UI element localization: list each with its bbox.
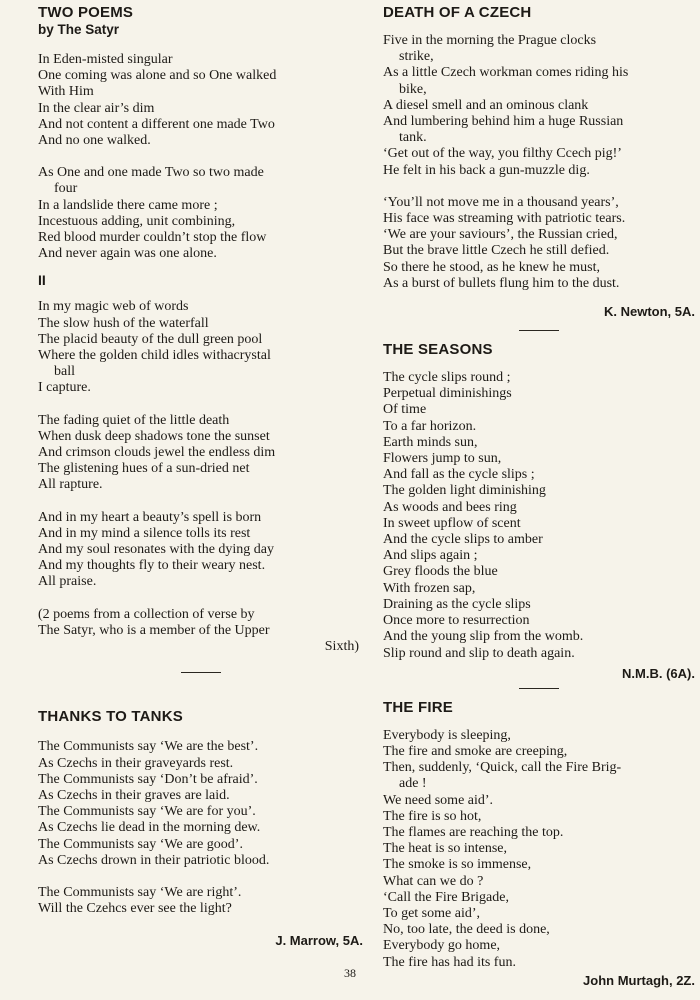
poem-line: As woods and bees ring: [383, 499, 517, 515]
poem-line: The Communists say ‘We are the best’.: [38, 739, 259, 755]
poem-the-seasons: [383, 341, 695, 682]
poem-two-poems: [38, 4, 363, 655]
poem-line: In Eden-misted singular: [38, 52, 173, 67]
poem-line: And the cycle slips to amber: [383, 532, 543, 548]
poem-line: What can we do ?: [383, 873, 484, 889]
poem-line: And never again was one alone.: [38, 246, 217, 262]
poem-line: The flames are reaching the top.: [383, 824, 564, 840]
poem-line: I capture.: [38, 380, 91, 396]
poem-title: THE FIRE: [383, 698, 453, 716]
poem-line: When dusk deep shadows tone the sunset: [38, 428, 270, 444]
poem-line: The fire is so hot,: [383, 808, 482, 824]
poem-line: As One and one made Two so two made: [38, 165, 264, 181]
poem-line: And crimson clouds jewel the endless dim: [38, 445, 276, 461]
poem-line: The cycle slips round ;: [383, 370, 511, 386]
poem-line: And the young slip from the womb.: [383, 629, 584, 645]
editor-note: [38, 607, 363, 656]
poem-line: And fall as the cycle slips ;: [383, 467, 535, 483]
poem-line: Incestuous adding, unit combining,: [38, 213, 236, 229]
poem-line: The heat is so intense,: [383, 841, 508, 857]
poem-line: His face was streaming with patriotic tears.: [383, 211, 626, 227]
poem-line: Draining as the cycle slips: [383, 596, 531, 612]
poem-author: John Murtagh, 2Z.: [583, 972, 695, 988]
poem-line: ade !: [399, 776, 427, 792]
note-line: The Satyr, who is a member of the Upper: [38, 622, 270, 638]
poem-line: And my thoughts fly to their weary nest.: [38, 558, 266, 574]
poem-line: ‘You’ll not move me in a thousand years’,: [383, 194, 619, 210]
poem-title: TWO POEMS: [38, 4, 134, 21]
poem-author: K. Newton, 5A.: [603, 304, 695, 320]
stanza: [383, 370, 695, 662]
poem-line: The glistening hues of a sun-dried net: [38, 461, 250, 477]
poem-line: In the clear air’s dim: [38, 100, 155, 116]
poem-line: A diesel smell and an ominous clank: [383, 97, 589, 113]
poem-line: strike,: [399, 49, 434, 65]
poem-line: Flowers jump to sun,: [383, 451, 502, 467]
poem-line: With frozen sap,: [383, 580, 476, 596]
poem-line: The fire and smoke are creeping,: [383, 743, 568, 759]
poem-line: ‘Call the Fire Brigade,: [383, 889, 509, 905]
poem-line: ball: [54, 364, 75, 380]
poem-line: Earth minds sun,: [383, 434, 478, 450]
poem-line: As Czechs in their graves are laid.: [38, 787, 230, 803]
poem-line: And slips again ;: [383, 548, 478, 564]
stanza: [383, 728, 695, 971]
stanza: [38, 885, 363, 917]
poem-death-of-a-czech: [383, 4, 695, 320]
poem-line: The Communists say ‘We are right’.: [38, 884, 242, 900]
poem-the-fire: [383, 699, 695, 989]
poem-title: THE SEASONS: [383, 341, 493, 359]
page-number: 38: [344, 966, 356, 980]
poem-line: As a burst of bullets flung him to the dust.: [383, 275, 620, 291]
poem-title: DEATH OF A CZECH: [383, 4, 532, 21]
poem-line: The Communists say ‘We are good’.: [38, 836, 243, 852]
poem-line: To a far horizon.: [383, 418, 477, 434]
poem-line: As Czechs in their graveyards rest.: [38, 755, 234, 771]
poem-line: And no one walked.: [38, 133, 151, 149]
poem-line: One coming was alone and so One walked: [38, 68, 277, 84]
poem-line: As a little Czech workman comes riding his: [383, 65, 629, 81]
stanza: [38, 510, 363, 591]
poem-line: Slip round and slip to death again.: [383, 645, 575, 661]
poem-line: tank.: [399, 130, 427, 146]
poem-line: To get some aid’,: [383, 905, 480, 921]
poem-line: Grey floods the blue: [383, 564, 498, 580]
poem-line: The placid beauty of the dull green pool: [38, 331, 263, 347]
poem-line: ‘We are your saviours’, the Russian cried,: [383, 227, 618, 243]
poem-line: Everybody go home,: [383, 938, 501, 954]
poem-line: All rapture.: [38, 477, 103, 493]
poem-line: We need some aid’.: [383, 792, 494, 808]
poem-line: In my magic web of words: [38, 299, 189, 315]
poem-line: ‘Get out of the way, you filthy Ccech pig!’: [383, 146, 622, 162]
poem-line: And in my mind a silence tolls its rest: [38, 525, 251, 541]
poem-line: All praise.: [38, 574, 97, 590]
right-column: [383, 4, 695, 989]
poem-line: He felt in his back a gun-muzzle dig.: [383, 162, 590, 178]
stanza: [383, 33, 695, 179]
stanza: [38, 299, 363, 396]
poem-line: In sweet upflow of scent: [383, 515, 521, 531]
poem-line: four: [54, 181, 78, 197]
poem-line: Once more to resurrection: [383, 613, 530, 629]
poem-line: But the brave little Czech he still defied.: [383, 243, 610, 259]
poem-line: Then, suddenly, ‘Quick, call the Fire Brig-: [383, 760, 622, 776]
poem-line: As Czechs lie dead in the morning dew.: [38, 820, 261, 836]
poem-line: The Communists say ‘Don’t be afraid’.: [38, 771, 258, 787]
poem-line: As Czechs drown in their patriotic blood.: [38, 852, 270, 868]
poem-line: Where the golden child idles withacrystal: [38, 348, 271, 364]
poem-line: Perpetual diminishings: [383, 386, 512, 402]
poem-line: The fading quiet of the little death: [38, 412, 230, 428]
poem-line: And in my heart a beauty’s spell is born: [38, 509, 262, 525]
poem-line: No, too late, the deed is done,: [383, 922, 550, 938]
poem-line: The golden light diminishing: [383, 483, 546, 499]
poem-line: Red blood murder couldn’t stop the flow: [38, 230, 267, 246]
poem-line: bike,: [399, 81, 427, 97]
stanza: [38, 165, 363, 262]
stanza: [38, 52, 363, 149]
poem-line: And not content a different one made Two: [38, 116, 275, 132]
poem-author: N.M.B. (6A).: [622, 665, 695, 681]
poem-author: J. Marrow, 5A.: [275, 933, 363, 949]
poem-line: The slow hush of the waterfall: [38, 315, 209, 331]
poem-title: THANKS TO TANKS: [38, 708, 183, 726]
poem-line: The fire has had its fun.: [383, 954, 516, 970]
poem-byline: by The Satyr: [38, 22, 120, 37]
poem-line: Of time: [383, 402, 427, 418]
poem-line: And my soul resonates with the dying day: [38, 542, 275, 558]
stanza: [38, 739, 363, 869]
note-line: (2 poems from a collection of verse by: [38, 606, 255, 622]
note-line: Sixth): [324, 639, 359, 655]
poem-line: The smoke is so immense,: [383, 857, 532, 873]
poem-line: With Him: [38, 84, 94, 100]
poem-line: The Communists say ‘We are for you’.: [38, 804, 256, 820]
poem-line: Everybody is sleeping,: [383, 727, 511, 743]
poem-line: Will the Czehcs ever see the light?: [38, 901, 232, 917]
poem-line: And lumbering behind him a huge Russian: [383, 114, 624, 130]
poem-line: In a landslide there came more ;: [38, 197, 218, 213]
stanza: [383, 195, 695, 292]
poem-thanks-to-tanks: [38, 708, 363, 949]
poem-line: So there he stood, as he knew he must,: [383, 259, 600, 275]
stanza: [38, 413, 363, 494]
poem-line: Five in the morning the Prague clocks: [383, 33, 597, 48]
section-numeral: II: [38, 272, 46, 289]
left-column: [38, 4, 363, 949]
